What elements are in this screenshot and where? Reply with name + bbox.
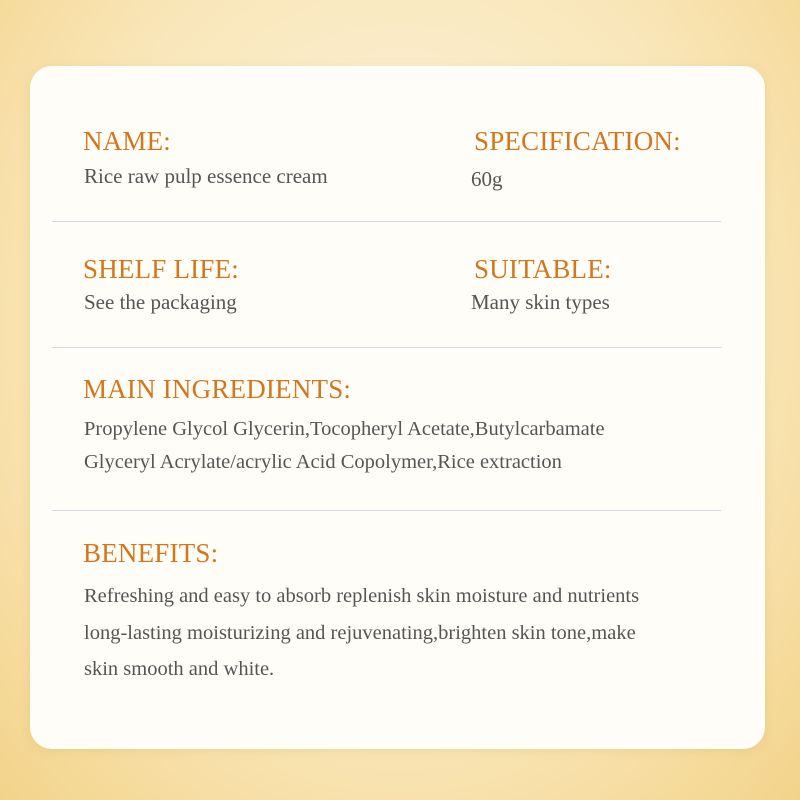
benefits-line: long-lasting moisturizing and rejuvenating,brighten skin tone,make xyxy=(84,622,636,644)
specification-value: 60g xyxy=(471,167,503,191)
benefits-line: skin smooth and white. xyxy=(84,658,275,680)
name-heading: NAME: xyxy=(83,126,171,156)
ingredients-line: Glyceryl Acrylate/acrylic Acid Copolymer,Rice extraction xyxy=(84,451,562,473)
shelf-life-heading: SHELF LIFE: xyxy=(83,254,239,284)
suitable-heading: SUITABLE: xyxy=(474,254,612,284)
ingredients-heading: MAIN INGREDIENTS: xyxy=(83,374,352,404)
shelf-life-value: See the packaging xyxy=(84,290,237,314)
divider xyxy=(52,510,721,511)
name-value: Rice raw pulp essence cream xyxy=(84,164,328,188)
divider xyxy=(52,221,721,222)
ingredients-line: Propylene Glycol Glycerin,Tocopheryl Acetate,Butylcarbamate xyxy=(84,418,605,440)
specification-heading: SPECIFICATION: xyxy=(474,126,681,156)
suitable-value: Many skin types xyxy=(471,290,610,314)
benefits-heading: BENEFITS: xyxy=(83,538,219,568)
divider xyxy=(52,347,721,348)
benefits-line: Refreshing and easy to absorb replenish skin moisture and nutrients xyxy=(84,585,640,607)
